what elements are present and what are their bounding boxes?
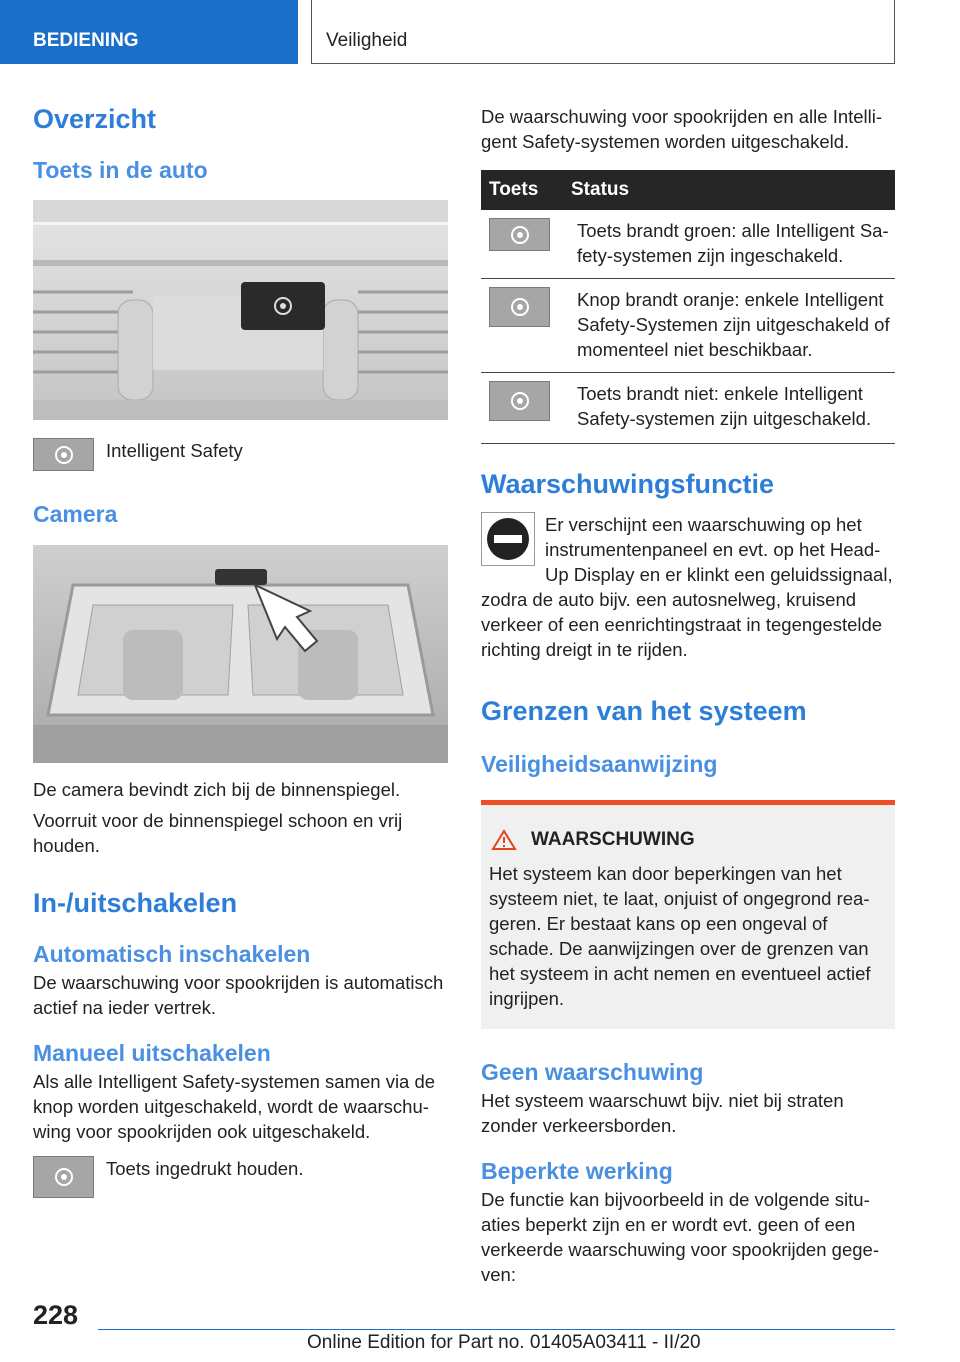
heading-veiligheidsaanwijzing: Veiligheidsaanwijzing xyxy=(481,751,718,777)
intelligent-safety-button-icon xyxy=(33,438,94,471)
table-row xyxy=(481,210,895,279)
table-row xyxy=(481,373,895,444)
heading-toets-in-de-auto: Toets in de auto xyxy=(33,157,208,183)
symbol-label-hold: Toets ingedrukt houden. xyxy=(106,1158,304,1179)
status-green-button-icon xyxy=(489,218,550,251)
heading-automatisch-inschakelen: Automatisch inschakelen xyxy=(33,941,311,967)
page-number: 228 xyxy=(33,1300,79,1330)
symbol-label-intelligent-safety: Intelligent Safety xyxy=(106,440,243,461)
heading-grenzen: Grenzen van het systeem xyxy=(481,696,807,726)
status-table xyxy=(481,170,895,444)
warning-label: WAARSCHUWING xyxy=(531,829,695,850)
no-entry-icon xyxy=(481,512,535,566)
camera-interior-image xyxy=(33,545,448,763)
status-orange-button-icon xyxy=(489,287,550,327)
waarschuwingsfunctie-paragraph: Er verschijnt een waarschuwing op het instrumentenpaneel en evt. op het Head-Up Display en er klinkt een geluidssignaal, zodra de auto bijv. een autosnelweg, kruisend verkeer of een eenrichtingstraat in tegengestelde richting dreigt in te rijden. xyxy=(481,514,893,660)
waarschuwing-block xyxy=(481,512,895,662)
heading-camera: Camera xyxy=(33,501,118,527)
warning-text: Het systeem kan door beperkingen van het systeem niet, te laat, onjuist of ongegrond reageren. Er bestaat kans op een ongeval of schade. De aanwijzingen over de grenzen van het systeem in acht nemen en eventueel actief ingrijpen. xyxy=(489,863,871,1009)
chapter-title: Veiligheid xyxy=(311,0,895,64)
intelligent-safety-hold-icon xyxy=(33,1156,94,1198)
heading-waarschuwingsfunctie: Waarschuwingsfunctie xyxy=(481,469,775,499)
status-text-off: Toets brandt niet: enkele Intelligent Safety-systemen zijn uitgeschakeld. xyxy=(577,383,872,429)
section-tab: BEDIENING xyxy=(0,0,298,64)
table-row xyxy=(481,279,895,373)
footer-rule xyxy=(98,1329,895,1330)
camera-paragraph-1: De camera bevindt zich bij de binnenspiegel. xyxy=(33,779,401,800)
warning-box xyxy=(481,800,895,1029)
manueel-paragraph: Als alle Intelligent Safety-systemen samen via de knop worden uitgeschakeld, wordt de waarschuwing voor spookrijden ook uitgeschakeld. xyxy=(33,1071,436,1142)
status-text-orange: Knop brandt oranje: enkele Intelligent Safety-Systemen zijn uitgeschakeld of momenteel niet beschikbaar. xyxy=(577,289,890,360)
status-text-green: Toets brandt groen: alle Intelligent Safety-systemen zijn ingeschakeld. xyxy=(577,220,889,266)
intro-paragraph: De waarschuwing voor spookrijden en alle Intelligent Safety-systemen worden uitgeschakeld. xyxy=(481,106,883,152)
heading-beperkte-werking: Beperkte werking xyxy=(481,1158,673,1184)
heading-overzicht: Overzicht xyxy=(33,104,157,134)
heading-in-uitschakelen: In-/uitschakelen xyxy=(33,888,238,918)
symbol-row-intelligent-safety xyxy=(33,438,448,471)
status-off-button-icon xyxy=(489,381,550,421)
warning-triangle-icon xyxy=(491,829,517,851)
camera-paragraph-2: Voorruit voor de binnenspiegel schoon en vrij houden. xyxy=(33,810,403,856)
table-header-status: Status xyxy=(563,170,895,210)
heading-geen-waarschuwing: Geen waarschuwing xyxy=(481,1059,704,1085)
heading-manueel-uitschakelen: Manueel uitschakelen xyxy=(33,1040,271,1066)
edition-note: Online Edition for Part no. 01405A03411 - II/20 xyxy=(307,1332,701,1353)
dashboard-button-image xyxy=(33,200,448,420)
warning-header xyxy=(491,829,887,851)
auto-in-paragraph: De waarschuwing voor spookrijden is automatisch actief na ieder vertrek. xyxy=(33,972,444,1018)
table-header-toets: Toets xyxy=(481,170,563,210)
beperkte-werking-paragraph: De functie kan bijvoorbeeld in de volgende situaties beperkt zijn en er wordt evt. geen of een verkeerde waarschuwing voor spookrijden gegeven: xyxy=(481,1189,879,1285)
symbol-row-hold xyxy=(33,1156,448,1198)
geen-waarschuwing-paragraph: Het systeem waarschuwt bijv. niet bij straten zonder verkeersborden. xyxy=(481,1090,844,1136)
